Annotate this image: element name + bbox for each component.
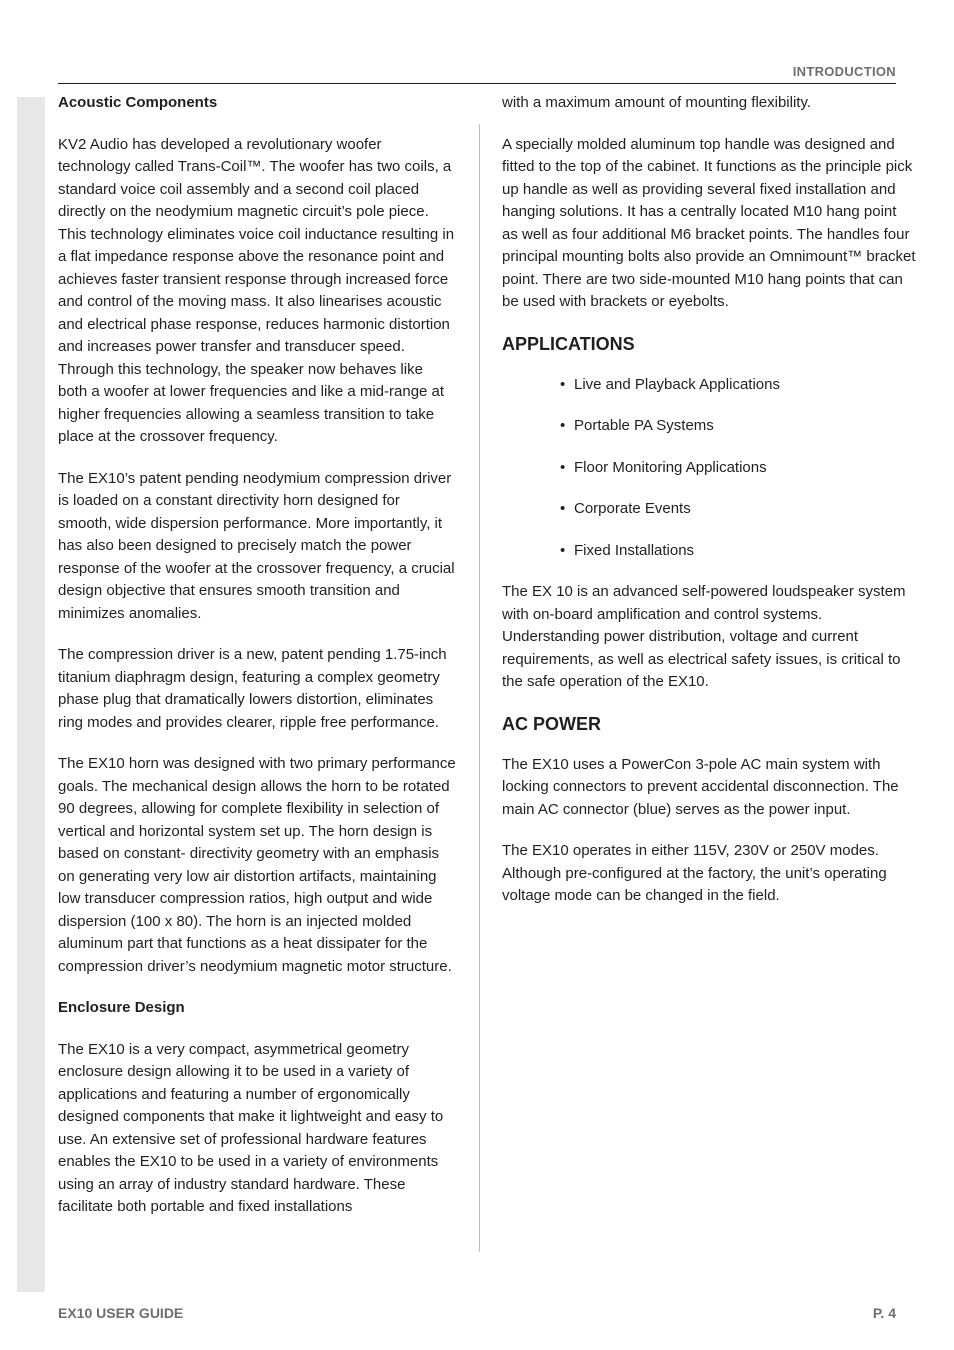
paragraph-titanium-diaphragm: The compression driver is a new, patent pending 1.75-inch titanium diaphragm design, featuring a complex geometry phase plug that dramatically lowers distortion, eliminates ring modes and provides clearer, ripple free performance.	[58, 646, 447, 731]
paragraph-horn-design: The EX10 horn was designed with two primary performance goals. The mechanical design allows the horn to be rotated 90 degrees, allowing for complete flexibility in selection of vertical and horizontal system set up. The horn design is based on constant- directivity geometry with an emphasis on generating very low air distortion artifacts, maintaining low transducer compression ratios, high output and wide dispersion (100 x 80). The horn is an injected molded aluminum part that functions as a heat dissipater for the compression driver’s neodymium magnetic motor structure.	[58, 755, 456, 975]
paragraph-continued: with a maximum amount of mounting flexibility.	[502, 94, 812, 111]
list-item	[560, 457, 916, 480]
heading-applications: APPLICATIONS	[502, 333, 635, 354]
paragraph-top-handle: A specially molded aluminum top handle was designed and fitted to the top of the cabinet. It functions as the principle pick up handle as well as providing several fixed installation and hanging solutions. It has a centrally located M10 hang point as well as four additional M6 bracket points. The handles four principal mounting bolts also provide an Omnimount™ bracket point. There are two side-mounted M10 hang points that can be used with brackets or eyebolts.	[502, 135, 916, 310]
list-item-label: Corporate Events	[574, 500, 691, 517]
list-item-label: Floor Monitoring Applications	[574, 458, 767, 476]
column-divider	[479, 124, 480, 1252]
bullet-icon: •	[560, 500, 566, 517]
heading-enclosure-design: Enclosure Design	[58, 999, 185, 1016]
section-header: INTRODUCTION	[792, 64, 896, 79]
paragraph-compression-driver: The EX10’s patent pending neodymium compression driver is loaded on a constant directivity horn designed for smooth, wide dispersion performance. More importantly, it has also been designed to precisely match the power response of the woofer at the crossover frequency, a crucial design objective that ensures smooth transition and minimizes anomalies.	[58, 469, 455, 622]
paragraph-enclosure: The EX10 is a very compact, asymmetrical geometry enclosure design allowing it to be used in a variety of applications and featuring a number of ergonomically designed components that make it lightweight and easy to use. An extensive set of professional hardware features enables the EX10 to be used in a variety of environments using an array of industry standard hardware. These facilitate both portable and fixed installations	[58, 1040, 444, 1215]
header-rule	[58, 83, 896, 84]
heading-acoustic-components: Acoustic Components	[58, 94, 218, 111]
applications-list	[502, 374, 916, 563]
right-column	[502, 92, 916, 927]
bullet-icon: •	[560, 417, 566, 434]
paragraph-trans-coil: KV2 Audio has developed a revolutionary woofer technology called Trans-Coil™. The woofer has two coils, a standard voice coil assembly and a second coil placed directly on the neodymium magnetic circuit’s pole piece. This technology eliminates voice coil inductance resulting in a flat impedance response above the resonance point and achieves faster transient response through increased force and control of the moving mass. It also linearises acoustic and electrical phase response, reduces harmonic distortion and increases power transfer and transducer speed. Through this technology, the speaker now behaves like both a woofer at lower frequencies and like a mid-range at higher frequencies allowing a seamless transition to take place at the crossover frequency.	[58, 135, 455, 445]
paragraph-powercon: The EX10 uses a PowerCon 3-pole AC main system with locking connectors to prevent accidental disconnection. The main AC connector (blue) serves as the power input.	[502, 755, 899, 818]
bullet-icon: •	[560, 458, 566, 476]
list-item-label: Portable PA Systems	[574, 417, 714, 434]
left-column	[58, 92, 456, 1238]
side-margin-bar	[17, 97, 45, 1292]
footer-guide-title: EX10 USER GUIDE	[58, 1305, 184, 1321]
list-item	[560, 498, 916, 521]
paragraph-self-powered-system: The EX 10 is an advanced self-powered loudspeaker system with on-board amplification and control systems. Understanding power distribution, voltage and current requirements, as well as electrical safety issues, is critical to the safe operation of the EX10.	[502, 583, 906, 690]
list-item-label: Fixed Installations	[574, 541, 695, 559]
footer-page-number: P. 4	[872, 1305, 896, 1321]
list-item	[560, 415, 916, 438]
paragraph-voltage-modes: The EX10 operates in either 115V, 230V or 250V modes. Although pre-configured at the factory, the unit’s operating voltage mode can be changed in the field.	[502, 842, 887, 904]
list-item	[560, 374, 916, 397]
bullet-icon: •	[560, 375, 566, 393]
list-item	[560, 540, 916, 563]
heading-ac-power: AC POWER	[502, 713, 601, 734]
list-item-label: Live and Playback Applications	[574, 375, 780, 393]
bullet-icon: •	[560, 541, 566, 559]
